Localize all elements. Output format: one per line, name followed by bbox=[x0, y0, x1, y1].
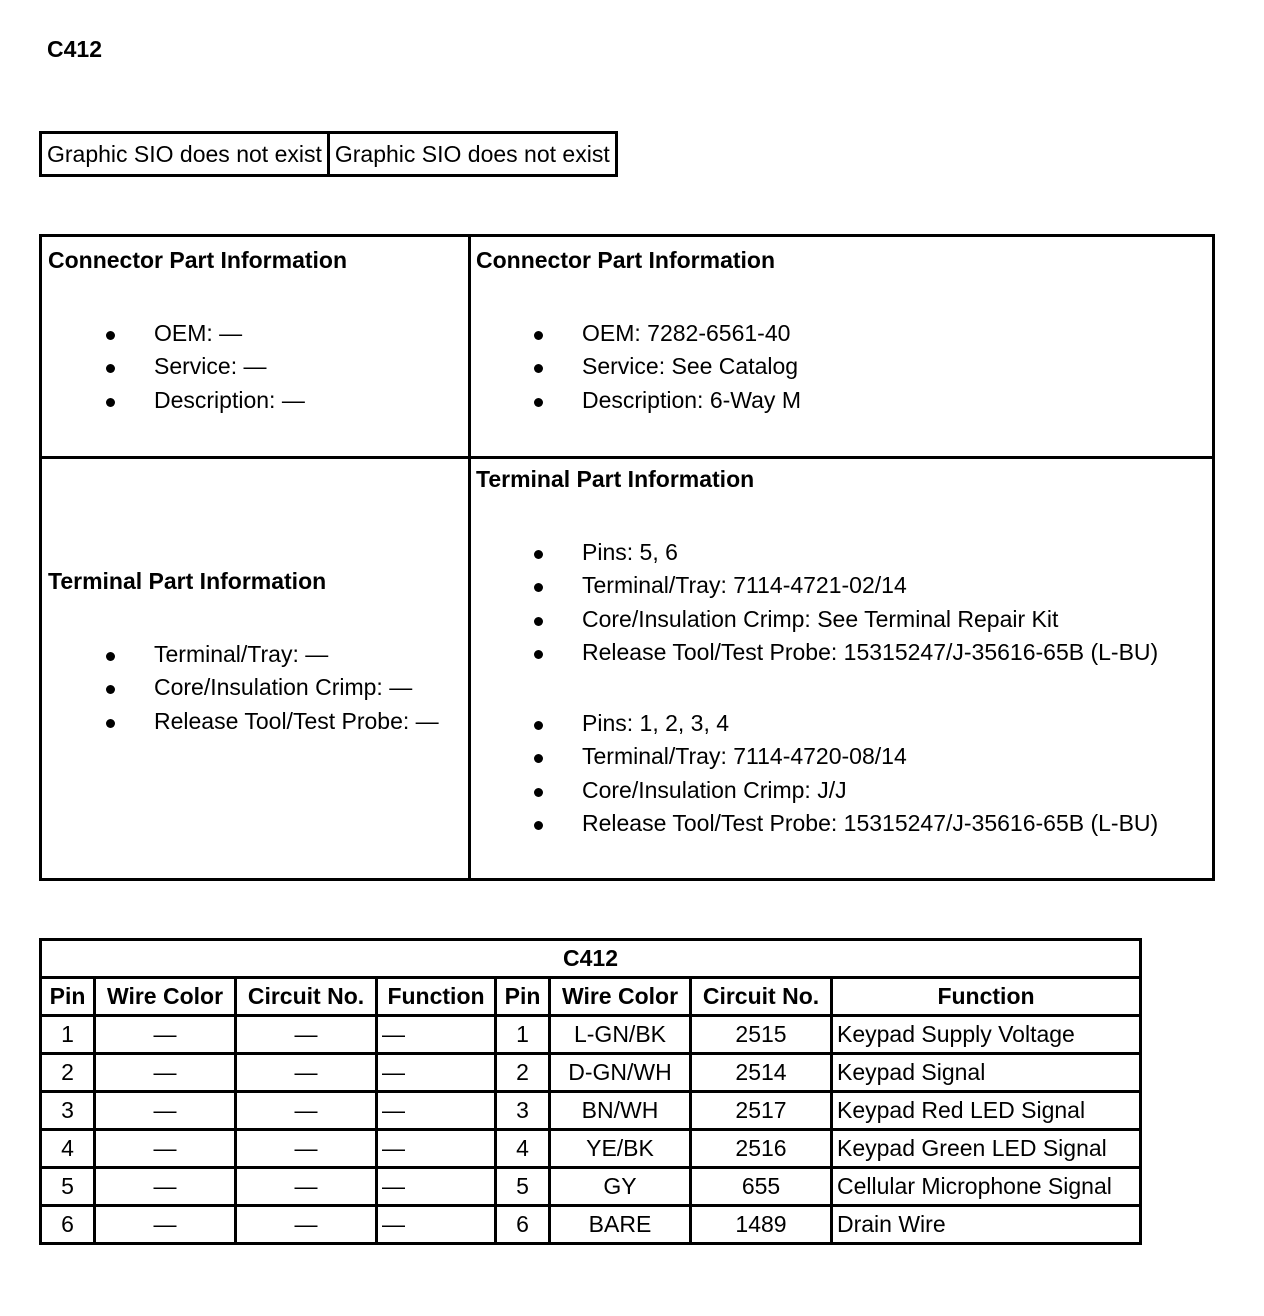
table-cell: 5 bbox=[496, 1168, 550, 1206]
table-cell: 1 bbox=[41, 1016, 95, 1054]
list-item: Service: — bbox=[48, 350, 347, 383]
table-cell: — bbox=[236, 1168, 377, 1206]
table-cell: — bbox=[95, 1206, 236, 1244]
list-item: Service: See Catalog bbox=[476, 350, 801, 383]
table-divider-horizontal bbox=[42, 456, 1212, 459]
table-cell: 2 bbox=[496, 1054, 550, 1092]
list-item: Pins: 5, 6 bbox=[476, 536, 1158, 569]
table-cell: — bbox=[236, 1054, 377, 1092]
list-item: Terminal/Tray: 7114-4721-02/14 bbox=[476, 569, 1158, 602]
pinout-header-row bbox=[41, 978, 1141, 1016]
table-cell: 4 bbox=[496, 1130, 550, 1168]
table-cell: Keypad Red LED Signal bbox=[832, 1092, 1141, 1130]
graphic-placeholder-row bbox=[39, 131, 618, 177]
table-cell: 4 bbox=[41, 1130, 95, 1168]
table-cell: 6 bbox=[496, 1206, 550, 1244]
list-item: Terminal/Tray: — bbox=[48, 638, 439, 671]
table-row bbox=[41, 1130, 1141, 1168]
table-cell: — bbox=[95, 1092, 236, 1130]
connector-info-left bbox=[48, 247, 347, 417]
column-header: Wire Color bbox=[95, 978, 236, 1016]
terminal-info-list bbox=[48, 638, 439, 738]
table-cell: — bbox=[377, 1206, 496, 1244]
table-cell: Keypad Signal bbox=[832, 1054, 1141, 1092]
table-cell: Keypad Green LED Signal bbox=[832, 1130, 1141, 1168]
table-cell: — bbox=[377, 1130, 496, 1168]
table-cell: Drain Wire bbox=[832, 1206, 1141, 1244]
table-cell: 2515 bbox=[691, 1016, 832, 1054]
table-cell: 3 bbox=[496, 1092, 550, 1130]
table-cell: — bbox=[377, 1168, 496, 1206]
table-row bbox=[41, 1016, 1141, 1054]
terminal-info-heading: Terminal Part Information bbox=[476, 466, 755, 492]
list-item: Core/Insulation Crimp: — bbox=[48, 671, 439, 704]
connector-info-list bbox=[476, 317, 801, 417]
column-header: Wire Color bbox=[550, 978, 691, 1016]
table-row bbox=[41, 1054, 1141, 1092]
graphic-placeholder-left: Graphic SIO does not exist bbox=[47, 141, 322, 167]
table-row bbox=[41, 1206, 1141, 1244]
column-header: Pin bbox=[496, 978, 550, 1016]
column-header: Circuit No. bbox=[691, 978, 832, 1016]
table-cell: BARE bbox=[550, 1206, 691, 1244]
table-cell: Cellular Microphone Signal bbox=[832, 1168, 1141, 1206]
column-header: Pin bbox=[41, 978, 95, 1016]
column-header: Function bbox=[377, 978, 496, 1016]
table-cell: Keypad Supply Voltage bbox=[832, 1016, 1141, 1054]
table-cell: BN/WH bbox=[550, 1092, 691, 1130]
column-header: Circuit No. bbox=[236, 978, 377, 1016]
column-header: Function bbox=[832, 978, 1141, 1016]
table-cell: 2516 bbox=[691, 1130, 832, 1168]
graphic-placeholder-right: Graphic SIO does not exist bbox=[327, 134, 615, 174]
terminal-info-list-pins-5-6 bbox=[476, 536, 1158, 669]
connector-info-right bbox=[476, 247, 801, 417]
connector-info-heading: Connector Part Information bbox=[476, 247, 776, 273]
list-item: Release Tool/Test Probe: 15315247/J-35616-65B (L-BU) bbox=[476, 636, 1158, 669]
page-title: C412 bbox=[47, 36, 102, 62]
list-item: OEM: 7282-6561-40 bbox=[476, 317, 801, 350]
table-cell: D-GN/WH bbox=[550, 1054, 691, 1092]
table-row bbox=[41, 1092, 1141, 1130]
table-cell: — bbox=[95, 1168, 236, 1206]
table-cell: 1489 bbox=[691, 1206, 832, 1244]
table-cell: — bbox=[236, 1016, 377, 1054]
list-item: Pins: 1, 2, 3, 4 bbox=[476, 707, 1158, 740]
table-cell: 2 bbox=[41, 1054, 95, 1092]
pinout-caption: C412 bbox=[41, 940, 1141, 978]
list-item: Release Tool/Test Probe: 15315247/J-35616-65B (L-BU) bbox=[476, 807, 1158, 840]
terminal-info-heading: Terminal Part Information bbox=[48, 568, 327, 594]
table-cell: 2517 bbox=[691, 1092, 832, 1130]
table-cell: — bbox=[377, 1092, 496, 1130]
table-cell: 655 bbox=[691, 1168, 832, 1206]
table-row bbox=[41, 1168, 1141, 1206]
table-cell: 5 bbox=[41, 1168, 95, 1206]
table-cell: 1 bbox=[496, 1016, 550, 1054]
table-cell: L-GN/BK bbox=[550, 1016, 691, 1054]
table-cell: 6 bbox=[41, 1206, 95, 1244]
terminal-info-left bbox=[48, 568, 439, 738]
table-cell: 2514 bbox=[691, 1054, 832, 1092]
part-information-table bbox=[39, 234, 1215, 881]
table-cell: — bbox=[377, 1016, 496, 1054]
connector-info-list bbox=[48, 317, 347, 417]
terminal-info-right bbox=[476, 466, 1158, 840]
table-cell: — bbox=[236, 1206, 377, 1244]
table-cell: — bbox=[236, 1092, 377, 1130]
list-item: OEM: — bbox=[48, 317, 347, 350]
table-cell: — bbox=[95, 1054, 236, 1092]
terminal-info-list-pins-1-4 bbox=[476, 707, 1158, 840]
table-cell: 3 bbox=[41, 1092, 95, 1130]
table-cell: GY bbox=[550, 1168, 691, 1206]
list-item: Release Tool/Test Probe: — bbox=[48, 705, 439, 738]
list-item: Terminal/Tray: 7114-4720-08/14 bbox=[476, 740, 1158, 773]
connector-info-heading: Connector Part Information bbox=[48, 247, 348, 273]
table-cell: YE/BK bbox=[550, 1130, 691, 1168]
list-item: Description: — bbox=[48, 384, 347, 417]
table-cell: — bbox=[236, 1130, 377, 1168]
table-cell: — bbox=[95, 1130, 236, 1168]
pinout-table bbox=[39, 938, 1142, 1245]
table-divider-vertical bbox=[468, 237, 471, 878]
list-item: Core/Insulation Crimp: J/J bbox=[476, 774, 1158, 807]
list-item: Core/Insulation Crimp: See Terminal Repair Kit bbox=[476, 603, 1158, 636]
table-cell: — bbox=[377, 1054, 496, 1092]
table-cell: — bbox=[95, 1016, 236, 1054]
list-item: Description: 6-Way M bbox=[476, 384, 801, 417]
